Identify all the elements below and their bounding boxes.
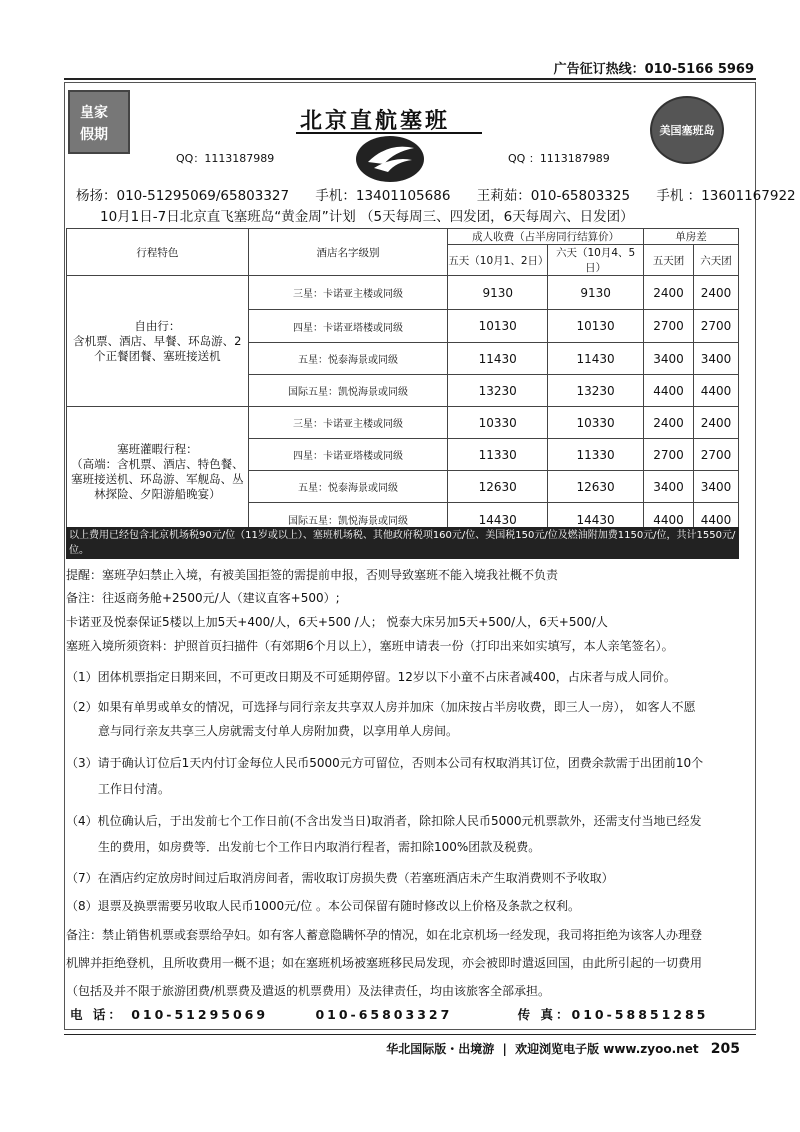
header-hotel: 酒店名字级别: [248, 229, 448, 276]
footer-tel2: 010-65803327: [315, 1007, 453, 1022]
page-title: 北京直航塞班: [300, 109, 451, 134]
contact-line: [76, 184, 800, 204]
contact-4: 手机 ：13601167922: [656, 188, 796, 204]
term-7: （7）在酒店约定放房时间过后取消房间者，需收取订房损失费（若塞班酒店未产生取消费则不予收取）: [66, 871, 614, 885]
table-cell: 12630: [448, 471, 548, 503]
saipan-badge-icon: [650, 96, 724, 164]
top-rule: [64, 78, 756, 80]
footer-fax: 传 真：010-58851285: [517, 1007, 709, 1022]
table-cell: 11330: [548, 439, 644, 471]
table-cell: 3400: [644, 343, 694, 375]
table-cell: 2700: [644, 310, 694, 343]
table-cell: 4400: [693, 503, 738, 537]
royal-holiday-logo: [68, 90, 130, 154]
group2-body: [67, 407, 739, 537]
header-single: 单房差: [644, 229, 739, 245]
table-cell: 3400: [644, 471, 694, 503]
qq-right: QQ ：1113187989: [508, 152, 610, 165]
entry-docs-text: 塞班入境所须资料：护照首页扫描件（有郊期6个月以上），塞班申请表一份（打印出来如实填写，本人亲笔签名）。: [66, 639, 674, 653]
table-cell: 2400: [693, 276, 738, 310]
table-cell: 11430: [448, 343, 548, 375]
logo-text-2: 假期: [80, 127, 108, 143]
table-cell: 四星：卡诺亚塔楼或同级: [248, 439, 448, 471]
term-3b: 工作日付清。: [98, 782, 171, 796]
table-cell: 14430: [448, 503, 548, 537]
pregnancy-note-c: （包括及并不限于旅游团费/机票费及遣返的机票费用）及法律责任，均由该旅客全部承担。: [66, 984, 551, 998]
table-cell: 10330: [448, 407, 548, 439]
table-cell: 13230: [448, 375, 548, 407]
footer-rule: [64, 1034, 756, 1035]
table-cell: 2400: [693, 407, 738, 439]
table-cell: 4400: [644, 375, 694, 407]
group2-feature: 塞班灌暇行程： （高端：含机票、酒店、特色餐、塞班接送机、环岛游、军舰岛、丛林探险、夕阳游船晚宴）: [67, 407, 249, 537]
table-cell: 10330: [548, 407, 644, 439]
publication-line: [386, 1040, 740, 1057]
header-6group: 六天团: [693, 245, 738, 276]
table-cell: 三星：卡诺亚主楼或同级: [248, 276, 448, 310]
tax-note-bar: 以上费用已经包含北京机场税90元/位（11岁或以上）、塞班机场税、其他政府税项160元/位、美国税150元/位及燃油附加费1150元/位，共计1550元/位。: [66, 527, 739, 559]
header-5day: 五天（10月1、2日）: [448, 245, 548, 276]
table-cell: 2400: [644, 276, 694, 310]
term-8: （8）退票及换票需要另收取人民币1000元/位 。本公司保留有随时修改以上价格及条款之权利。: [66, 899, 581, 913]
contact-1: 杨扬：010-51295069/65803327: [76, 188, 290, 204]
header-feature: 行程特色: [67, 229, 249, 276]
page-number: 205: [710, 1041, 740, 1057]
term-4a: （4）机位确认后，于出发前七个工作日前(不含出发当日)取消者，除扣除人民币5000元机票款外，还需支付当地已经发: [66, 814, 702, 828]
website-link[interactable]: 欢迎浏览电子版 www.zyoo.net: [515, 1042, 699, 1056]
reminder-text: 提醒：塞班孕妇禁止入境，有被美国拒签的需提前申报，否则导致塞班不能入境我社概不负责: [66, 568, 559, 582]
term-4b: 生的费用，如房费等．出发前七个工作日内取消行程者，需扣除100%团款及税费。: [98, 840, 541, 854]
table-cell: 4400: [693, 375, 738, 407]
qq-left: QQ：1113187989: [176, 152, 275, 165]
term-2b: 意与同行亲友共享三人房就需支付单人房附加费，以享用单人房间。: [98, 724, 459, 738]
table-cell: 9130: [448, 276, 548, 310]
footer-contact: [70, 1005, 708, 1023]
contact-2: 手机：13401105686: [315, 188, 451, 204]
header-5group: 五天团: [644, 245, 694, 276]
term-3a: （3）请于确认订位后1天内付订金每位人民币5000元方可留位，否则本公司有权取消其订位，团费余款需于出团前10个: [66, 756, 704, 770]
table-cell: 11330: [448, 439, 548, 471]
footer-tel: 电 话： 010-51295069: [70, 1007, 269, 1022]
separator: |: [502, 1042, 507, 1056]
table-cell: 13230: [548, 375, 644, 407]
table-cell: 四星：卡诺亚塔楼或同级: [248, 310, 448, 343]
group1-feature: 自由行： 含机票、酒店、早餐、环岛游、2个正餐团餐、塞班接送机: [67, 276, 249, 407]
table-cell: 国际五星：凯悦海景或同级: [248, 375, 448, 407]
term-2a: （2）如果有单男或单女的情况，可选择与同行亲友共享双人房并加床（加床按占半房收费，即三人一房）， 如客人不愿: [66, 700, 696, 714]
pregnancy-note-a: 备注：禁止销售机票或套票给孕妇。如有客人蓄意隐瞒怀孕的情况，如在北京机场一经发现，我司将拒绝为该客人办理登: [66, 928, 703, 942]
term-1: （1）团体机票指定日期来回，不可更改日期及不可延期停留。12岁以下小童不占床者减400，占床者与成人同价。: [66, 670, 676, 684]
table-cell: 3400: [693, 471, 738, 503]
table-cell: 10130: [448, 310, 548, 343]
table-cell: 2700: [693, 439, 738, 471]
table-cell: 12630: [548, 471, 644, 503]
logo-text-1: 皇家: [80, 105, 108, 121]
table-cell: 三星：卡诺亚主楼或同级: [248, 407, 448, 439]
group1-body: [67, 276, 739, 407]
table-cell: 3400: [693, 343, 738, 375]
ad-hotline: 广告征订热线：010-5166 5969: [553, 62, 754, 77]
hotel-upgrade-text: 卡诺亚及悦泰保证5楼以上加5天+400/人，6天+500 /人； 悦泰大床另加5天+500/人，6天+500/人: [66, 615, 608, 629]
table-cell: 五星：悦泰海景或同级: [248, 471, 448, 503]
airline-logo-icon: [354, 134, 426, 184]
contact-3: 王莉茹：010-65803325: [476, 188, 631, 204]
table-cell: 9130: [548, 276, 644, 310]
table-cell: 4400: [644, 503, 694, 537]
badge-text: 美国塞班岛: [659, 124, 715, 137]
pregnancy-note-b: 机牌并拒绝登机，且所收费用一概不退；如在塞班机场被塞班移民局发现，亦会被即时遣返回国，由此所引起的一切费用: [66, 956, 703, 970]
table-cell: 14430: [548, 503, 644, 537]
price-table: [66, 228, 739, 537]
plan-title: 10月1日-7日北京直飞塞班岛“黄金周”计划 （5天每周三、四发团，6天每周六、日发团）: [100, 209, 634, 225]
header-adult: 成人收费（占半房同行结算价）: [448, 229, 644, 245]
publication-name: 华北国际版・出境游: [386, 1042, 495, 1056]
header-6day: 六天（10月4、5日）: [548, 245, 644, 276]
table-cell: 2700: [644, 439, 694, 471]
table-cell: 五星：悦泰海景或同级: [248, 343, 448, 375]
remark-text: 备注：往返商务舱+2500元/人（建议直客+500）;: [66, 591, 340, 605]
table-cell: 2700: [693, 310, 738, 343]
table-cell: 2400: [644, 407, 694, 439]
table-cell: 10130: [548, 310, 644, 343]
table-cell: 国际五星：凯悦海景或同级: [248, 503, 448, 537]
table-cell: 11430: [548, 343, 644, 375]
